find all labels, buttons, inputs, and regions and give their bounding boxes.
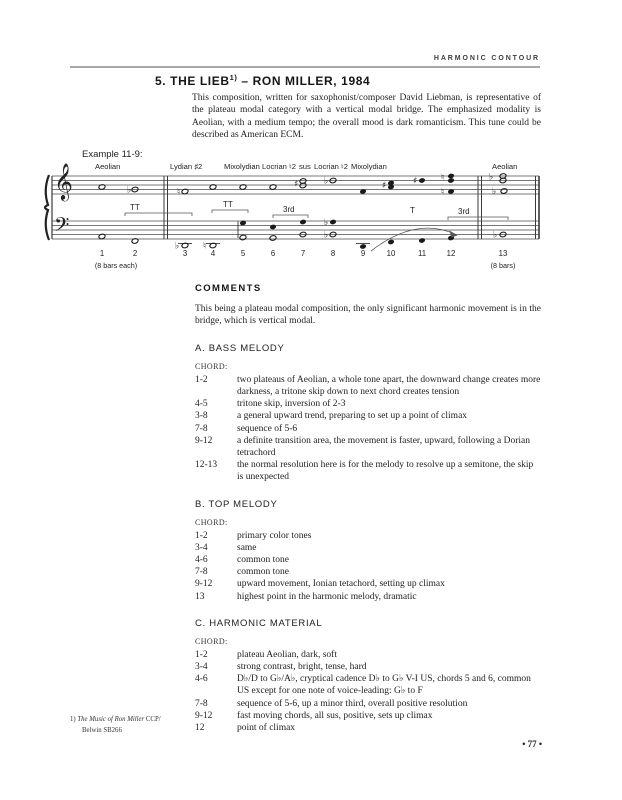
tritone-marker-2: TT [223,200,233,209]
chord-range: 7-8 [195,698,208,709]
comments-intro: This being a plateau modal composition, the only significant harmonic movement is in the bridge, which is vertical modal. [195,304,541,327]
chord-comment-row [195,710,541,722]
chord-range: 4-5 [195,399,208,410]
footnote-marker: 1) [70,716,76,723]
mode-label-locrian-1: Locrian ♮2 [262,162,296,171]
chord-comment: sequence of 5-6, up a minor third, overall positive resolution [237,698,468,709]
chord-comment: highest point in the harmonic melody, dramatic [237,591,417,602]
chord-comment-row [195,410,541,422]
chord-comment: the normal resolution here is for the melody to resolve up a semitone, the skip is unexpected [237,460,534,483]
chord-range: 9-12 [195,579,213,590]
chord-comment-row [195,530,541,542]
chord-comment: tritone skip, inversion of 2-3 [237,399,346,410]
chord-range: 12 [195,723,205,734]
chord-range: 3-4 [195,542,208,553]
chord-number: 6 [270,249,276,258]
flat-icon: ♭ [127,185,132,196]
treble-clef-icon: 𝄞 [54,162,73,200]
comments-block [195,283,541,734]
transition-marker: T [410,206,415,215]
chord-comment-row [195,722,541,734]
chord-comment: plateau Aeolian, dark, soft [237,649,337,660]
chord-comment-row [195,591,541,603]
footnote-publisher: CCP/ [144,716,161,723]
running-header: HARMONIC CONTOUR [433,55,540,62]
chord-number: 5 [240,249,246,258]
chord-number: 4 [210,249,216,258]
music-example [40,158,550,280]
chord-column-label: CHORD: [195,361,228,371]
title-text: 5. THE LIEB [155,74,230,88]
footnote-title: The Music of Ron Miller [77,716,145,723]
chord-range: 13 [195,591,205,602]
chord-range: 4-6 [195,555,208,566]
chord-range: 4-6 [195,674,208,685]
flat-icon: ♭ [324,218,329,228]
chord-comment-row [195,542,541,554]
chord-comment-row [195,435,541,459]
chord-column-label: CHORD: [195,517,228,527]
bars-note-right: (8 bars) [490,261,516,270]
chord-comment-row [195,698,541,710]
chord-comment: sequence of 5-6 [237,423,298,434]
chord-numbers [100,249,508,258]
page-number: • 77 • [522,739,542,749]
chord-comment-row [195,554,541,566]
chord-comment: a general upward trend, preparing to set up a point of climax [237,411,468,422]
chord-comment: fast moving chords, all sus, positive, sets up climax [237,710,433,721]
chord-number: 12 [446,249,456,258]
grand-staff-brace [45,175,49,240]
mode-label-mixolydian-2: Mixolydian [351,162,387,171]
chord-comment: primary color tones [237,530,312,541]
tritone-marker-1: TT [130,203,140,212]
chord-column-label: CHORD: [195,636,228,646]
sharp-icon: ♯ [294,179,299,190]
chord-number: 8 [330,249,336,258]
chord-range: 1-2 [195,374,208,385]
chord-range: 3-8 [195,411,208,422]
chord-comment-row [195,566,541,578]
sharp-icon: ♯ [382,181,387,191]
chord-comment: common tone [237,555,289,566]
bass-clef-icon: 𝄢 [54,213,70,241]
flat-icon: ♭ [175,241,180,252]
mode-label-aeolian-2: Aeolian [492,162,518,171]
chord-comment-row [195,423,541,435]
header-rule [70,66,540,68]
bars-note-left: (8 bars each) [94,261,138,270]
chord-range: 9-12 [195,710,213,721]
page-title [155,73,370,88]
footnote-line-1 [70,714,161,725]
chord-comment-row [195,374,541,398]
mode-label-mixolydian-1: Mixolydian [224,162,260,171]
flat-icon: ♭ [324,176,329,187]
chord-number: 3 [182,249,188,258]
chord-comment-row [195,649,541,661]
title-suffix: – RON MILLER, 1984 [237,74,371,88]
chord-number: 2 [132,249,138,258]
natural-icon: ♮ [203,241,207,252]
chord-comment: common tone [237,567,289,578]
chord-comment: same [237,542,257,553]
chord-number: 7 [300,249,306,258]
natural-icon: ♮ [441,173,445,183]
chord-number: 1 [99,249,105,258]
chord-range: 9-12 [195,435,213,446]
mode-label-sus: sus [299,162,311,171]
chord-comment-row [195,661,541,673]
chord-range: 1-2 [195,649,208,660]
footnote-line-2: Belwin SB266 [82,727,122,734]
bass-open-notes [98,231,506,248]
chord-range: 7-8 [195,423,208,434]
chord-range: 1-2 [195,530,208,541]
flat-icon: ♭ [489,172,494,183]
chord-number: 9 [360,249,366,258]
chord-comment-row [195,578,541,590]
chord-number: 13 [498,249,508,258]
chord-comment: two plateaus of Aeolian, a whole tone apart, the downward change creates more darkness, a tritone skip down to next chord creates tension [237,374,541,398]
chord-number: 11 [417,249,427,258]
mode-label-aeolian-1: Aeolian [95,162,121,171]
chord-number: 10 [386,249,396,258]
mode-label-locrian-2: Locrian ♮2 [314,162,348,171]
section-heading-harmonic-material: C. HARMONIC MATERIAL [195,617,323,629]
intro-paragraph: This composition, written for saxophonist/composer David Liebman, is representative of the plateau modal category with a vertical modal bridge. The emphasized modality is Aeolian, with a medium tempo; the overall mood is dark romanticism. This tune could be described as American ECM. [192,93,541,141]
chord-comment: a definite transition area, the movement is faster, upward, following a Dorian tetrachord [237,435,530,459]
chord-comment-row [195,398,541,410]
sharp-icon: ♯ [413,176,418,187]
third-marker-2: 3rd [458,207,470,216]
comments-heading: COMMENTS [195,283,262,294]
title-footnote-ref: 1) [229,73,238,82]
mode-label-lydian: Lydian ♯2 [170,162,203,171]
flat-icon: ♭ [492,187,497,197]
chord-comment: upward movement, Ionian tetachord, setting up climax [237,579,445,590]
chord-range: 7-8 [195,567,208,578]
flat-icon: ♭ [493,230,498,241]
section-heading-top-melody: B. TOP MELODY [195,498,278,510]
chord-comment-row [195,673,541,697]
chord-range: 12-13 [195,460,218,471]
chord-comment-row [195,459,541,483]
section-heading-bass-melody: A. BASS MELODY [195,342,285,354]
example-label: Example 11-9: [82,149,143,160]
natural-icon: ♮ [441,187,445,198]
flat-icon: ♭ [324,230,329,241]
accidentals [127,173,497,252]
chord-comment: strong contrast, bright, tense, hard [237,662,367,673]
third-marker-1: 3rd [283,205,295,214]
footnote [70,714,161,736]
natural-icon: ♮ [177,187,181,198]
chord-comment: D♭/D to G♭/A♭, cryptical cadence D♭ to G♭ V-I US, chords 5 and 6, common US except for one note of voice-leading: G♭ to F [237,674,531,697]
chord-range: 3-4 [195,662,208,673]
chord-comment: point of climax [237,723,296,734]
